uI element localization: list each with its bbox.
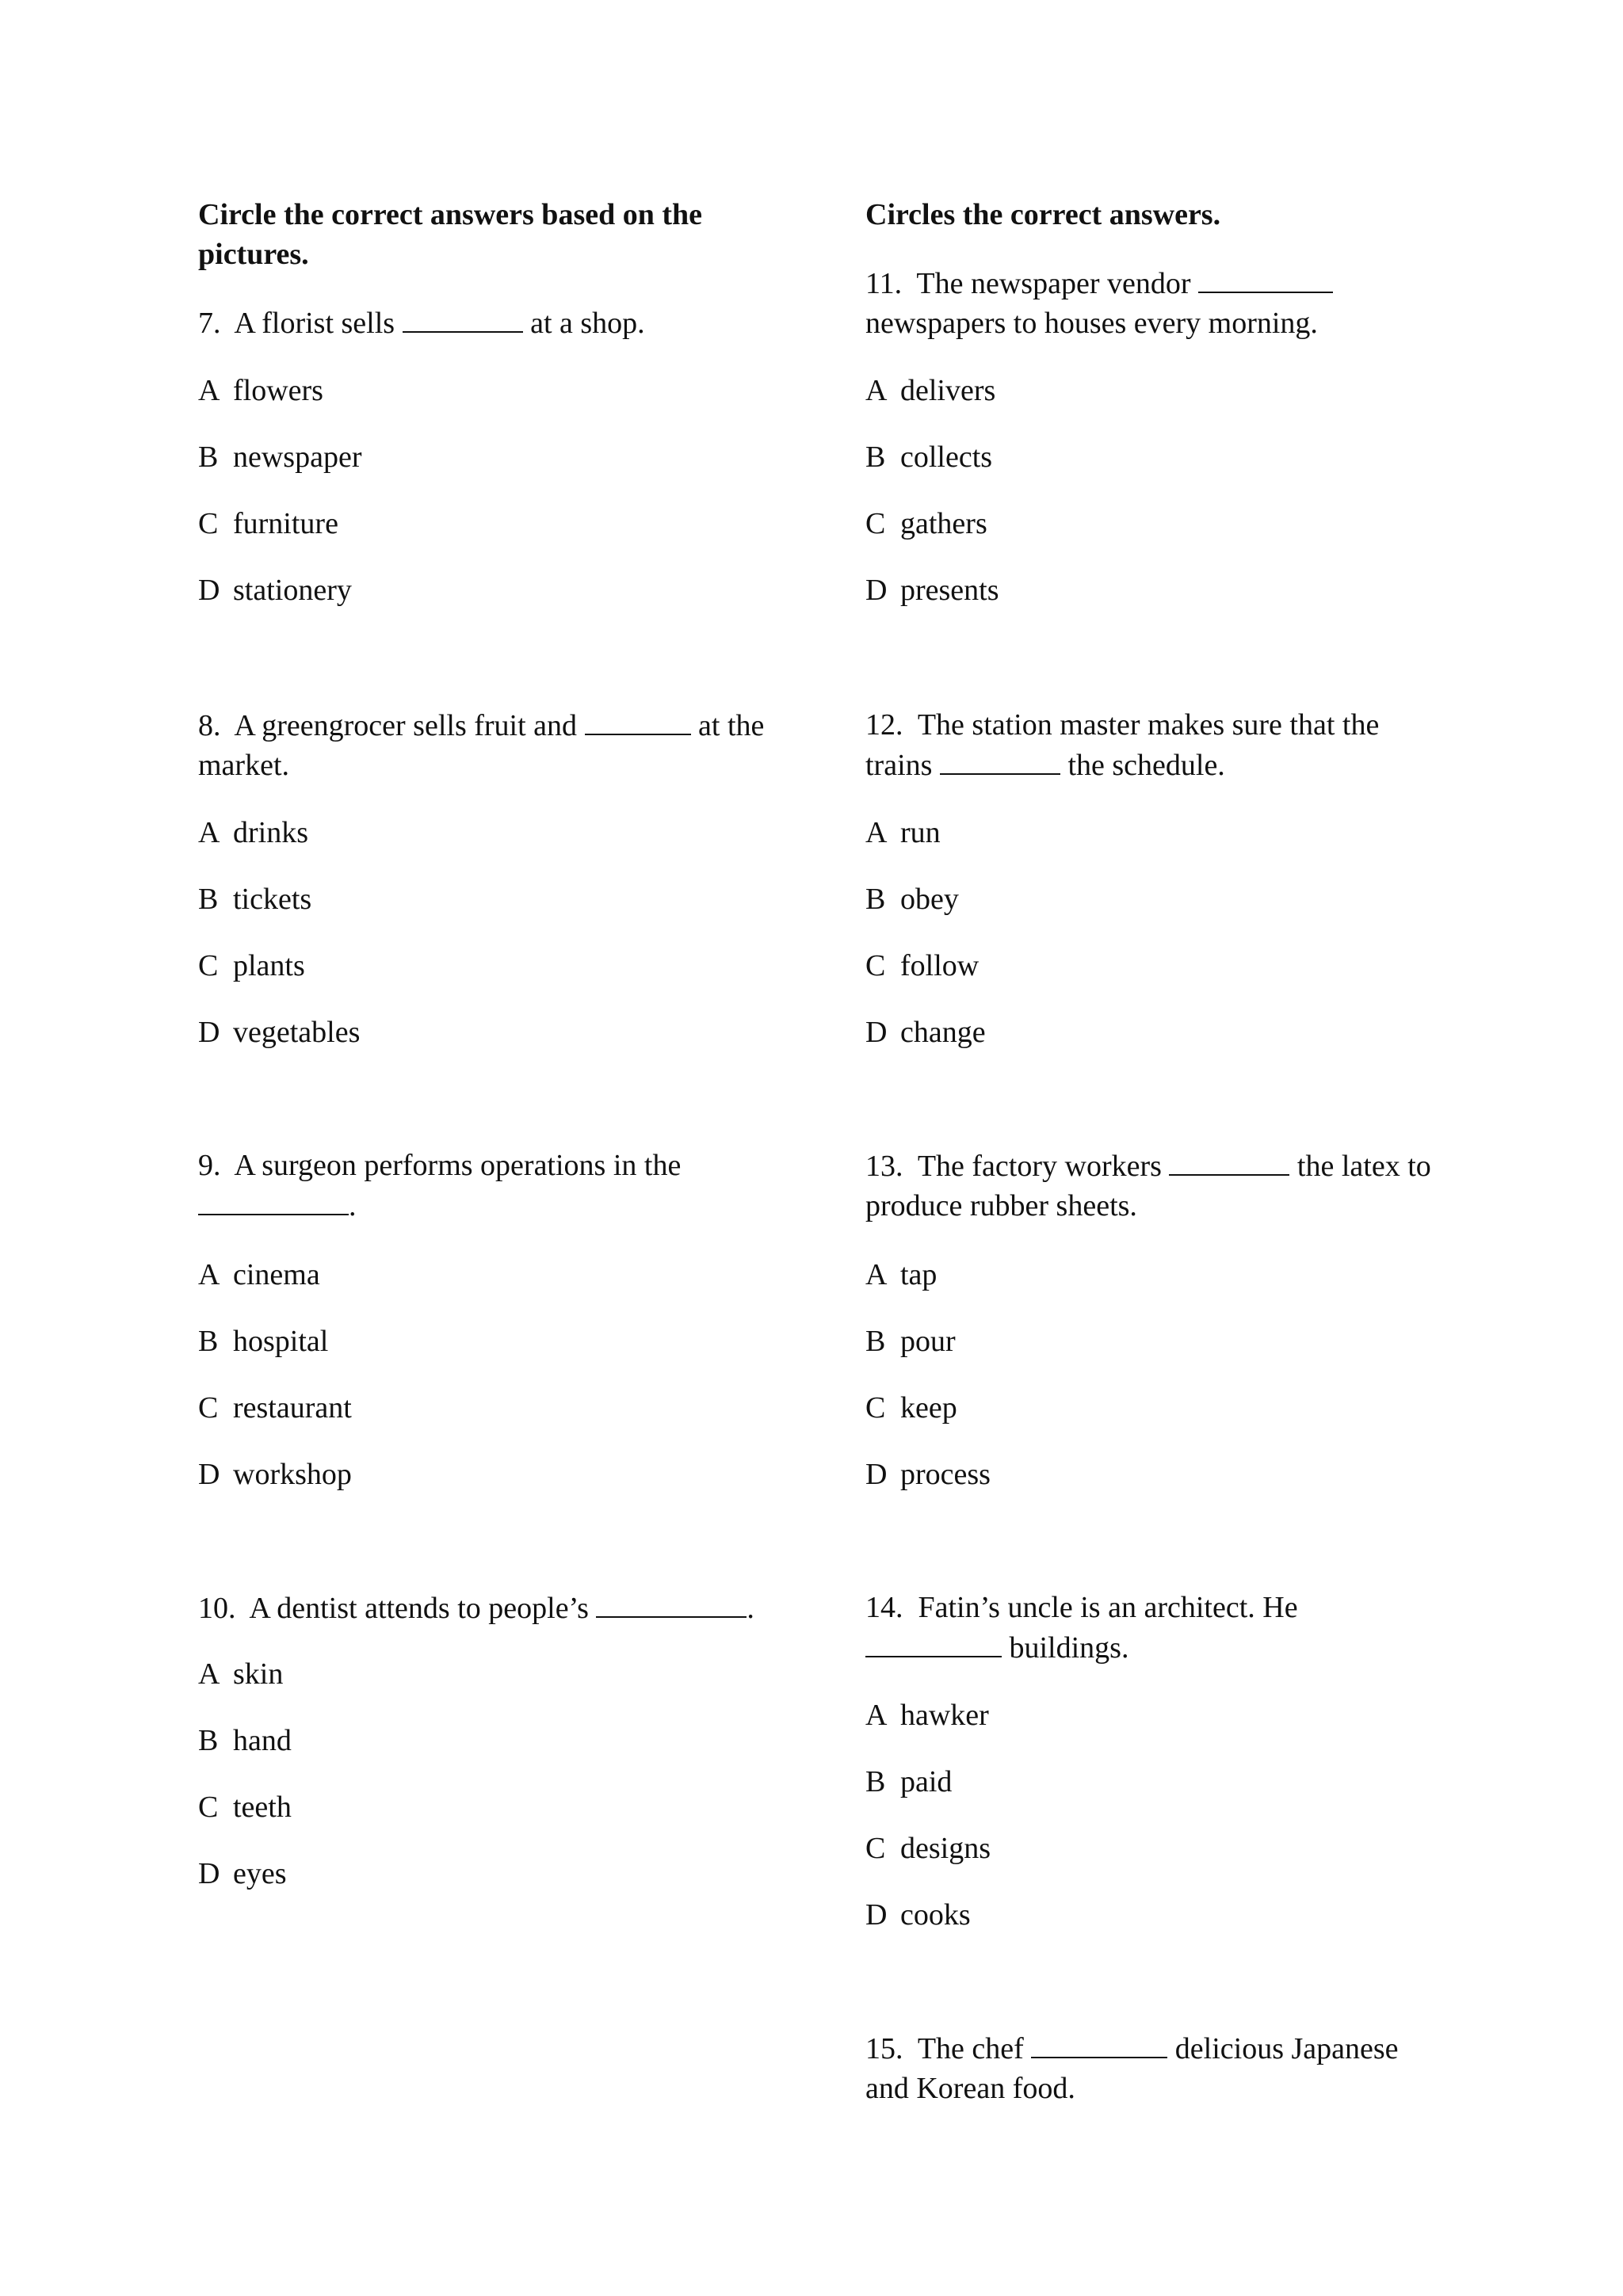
question-10: [198, 1588, 777, 1628]
option-text: stationery: [233, 574, 352, 607]
option-c[interactable]: [865, 1388, 957, 1428]
option-a[interactable]: [865, 813, 941, 852]
question-stem: [865, 1146, 1444, 1226]
option-a[interactable]: [198, 1255, 320, 1295]
option-d[interactable]: [198, 1854, 287, 1894]
option-letter: D: [198, 574, 220, 607]
option-text: eyes: [233, 1857, 287, 1890]
option-b[interactable]: [198, 1721, 292, 1760]
option-text: tickets: [233, 883, 312, 916]
option-c[interactable]: [198, 946, 305, 986]
option-d[interactable]: [865, 1455, 991, 1494]
question-number: 15.: [865, 2032, 903, 2065]
option-d[interactable]: [198, 570, 352, 610]
question-stem: [865, 2028, 1444, 2108]
option-text: hand: [233, 1724, 292, 1757]
option-text: run: [900, 816, 941, 849]
stem-after-blank: newspapers to houses every morning.: [865, 307, 1318, 340]
option-letter: D: [865, 1016, 888, 1049]
option-c[interactable]: [865, 946, 979, 986]
option-letter: B: [198, 1325, 219, 1358]
stem-after-blank: .: [747, 1592, 754, 1625]
question-number: 14.: [865, 1591, 903, 1624]
right-heading: Circles the correct answers.: [865, 198, 1221, 231]
option-b[interactable]: [865, 1762, 952, 1802]
option-letter: D: [865, 1458, 888, 1491]
stem-after-blank: buildings.: [1009, 1631, 1129, 1665]
question-number: 13.: [865, 1150, 903, 1183]
option-text: flowers: [233, 374, 323, 407]
option-letter: D: [865, 1898, 888, 1932]
option-c[interactable]: [865, 1829, 991, 1868]
option-text: hawker: [900, 1699, 989, 1732]
option-c[interactable]: [865, 504, 987, 543]
stem-before-blank: A dentist attends to people’s: [249, 1592, 589, 1625]
option-text: collects: [900, 441, 993, 474]
answer-blank: [585, 705, 691, 735]
option-letter: B: [865, 883, 886, 916]
option-letter: C: [198, 1791, 219, 1824]
option-letter: C: [198, 949, 219, 982]
option-letter: A: [865, 816, 888, 849]
option-a[interactable]: [198, 1654, 283, 1694]
left-heading: Circle the correct answers based on the pictures.: [198, 198, 703, 271]
option-letter: C: [198, 1391, 219, 1425]
option-letter: C: [865, 1832, 886, 1865]
option-letter: D: [198, 1857, 220, 1890]
option-letter: A: [865, 374, 888, 407]
option-d[interactable]: [865, 570, 999, 610]
option-b[interactable]: [198, 437, 361, 477]
stem-before-blank: The station master makes sure that the trains: [865, 708, 1380, 782]
question-12: [865, 705, 1444, 785]
option-a[interactable]: [865, 1255, 937, 1295]
answer-blank: [940, 745, 1060, 775]
stem-after-blank: .: [349, 1189, 357, 1222]
stem-after-blank: the schedule.: [1067, 749, 1225, 782]
stem-after-blank: at a shop.: [530, 307, 645, 340]
option-c[interactable]: [198, 504, 338, 543]
question-number: 9.: [198, 1149, 221, 1182]
option-text: vegetables: [233, 1016, 361, 1049]
option-text: teeth: [233, 1791, 292, 1824]
question-8: [198, 705, 777, 785]
answer-blank: [865, 1627, 1002, 1657]
option-text: paid: [900, 1765, 953, 1798]
option-letter: B: [865, 441, 886, 474]
option-d[interactable]: [198, 1013, 360, 1052]
question-13: [865, 1146, 1444, 1226]
option-text: obey: [900, 883, 959, 916]
option-text: presents: [900, 574, 999, 607]
option-letter: D: [198, 1016, 220, 1049]
option-letter: B: [198, 1724, 219, 1757]
option-text: change: [900, 1016, 986, 1049]
question-number: 10.: [198, 1592, 236, 1625]
option-text: pour: [900, 1325, 956, 1358]
option-text: skin: [233, 1657, 284, 1691]
answer-blank: [596, 1588, 747, 1618]
question-number: 11.: [865, 267, 903, 300]
option-letter: A: [865, 1699, 888, 1732]
stem-before-blank: A greengrocer sells fruit and: [234, 709, 578, 742]
option-a[interactable]: [198, 371, 323, 410]
option-a[interactable]: [865, 371, 995, 410]
question-11: [865, 263, 1444, 343]
option-letter: B: [865, 1765, 886, 1798]
option-b[interactable]: [198, 1322, 328, 1361]
stem-after-blank: at the market.: [198, 709, 765, 782]
stem-before-blank: Fatin’s uncle is an architect. He: [918, 1591, 1298, 1624]
question-number: 7.: [198, 307, 221, 340]
option-text: drinks: [233, 816, 308, 849]
stem-before-blank: The chef: [917, 2032, 1024, 2065]
option-b[interactable]: [865, 1322, 956, 1361]
option-text: follow: [900, 949, 980, 982]
answer-blank: [403, 303, 523, 333]
option-a[interactable]: [198, 813, 308, 852]
option-text: process: [900, 1458, 991, 1491]
option-text: gathers: [900, 507, 987, 540]
option-b[interactable]: [865, 879, 959, 919]
option-text: plants: [233, 949, 305, 982]
option-b[interactable]: [865, 437, 992, 477]
option-letter: C: [865, 949, 886, 982]
question-stem: [865, 705, 1444, 785]
option-letter: A: [198, 374, 220, 407]
option-letter: B: [865, 1325, 886, 1358]
option-b[interactable]: [198, 879, 311, 919]
question-stem: [198, 1588, 777, 1628]
question-15: [865, 2028, 1444, 2108]
question-stem: [198, 1146, 777, 1226]
question-number: 12.: [865, 708, 903, 742]
stem-before-blank: A florist sells: [234, 307, 395, 340]
option-text: tap: [900, 1258, 938, 1291]
option-d[interactable]: [865, 1013, 986, 1052]
answer-blank: [1031, 2028, 1167, 2058]
option-c[interactable]: [198, 1787, 292, 1827]
answer-blank: [1198, 263, 1333, 293]
option-text: workshop: [233, 1458, 352, 1491]
option-letter: C: [865, 507, 886, 540]
answer-blank: [198, 1185, 349, 1215]
question-14: [865, 1588, 1444, 1668]
option-text: designs: [900, 1832, 991, 1865]
option-letter: A: [198, 1258, 220, 1291]
option-letter: A: [865, 1258, 888, 1291]
option-text: delivers: [900, 374, 996, 407]
option-d[interactable]: [865, 1895, 971, 1935]
stem-before-blank: The factory workers: [917, 1150, 1162, 1183]
option-d[interactable]: [198, 1455, 352, 1494]
option-text: cooks: [900, 1898, 971, 1932]
option-letter: B: [198, 441, 219, 474]
option-text: furniture: [233, 507, 338, 540]
question-7: [198, 303, 777, 343]
option-letter: C: [198, 507, 219, 540]
stem-after-blank: delicious Japanese and Korean food.: [865, 2032, 1399, 2105]
option-text: keep: [900, 1391, 957, 1425]
option-letter: C: [865, 1391, 886, 1425]
stem-before-blank: The newspaper vendor: [916, 267, 1191, 300]
question-stem: [865, 263, 1444, 343]
question-stem: [865, 1588, 1444, 1668]
question-stem: [198, 705, 777, 785]
option-letter: A: [198, 816, 220, 849]
option-c[interactable]: [198, 1388, 352, 1428]
option-letter: D: [198, 1458, 220, 1491]
option-text: cinema: [233, 1258, 320, 1291]
option-text: newspaper: [233, 441, 362, 474]
option-letter: A: [198, 1657, 220, 1691]
option-letter: B: [198, 883, 219, 916]
question-stem: [198, 303, 777, 343]
option-text: restaurant: [233, 1391, 352, 1425]
option-letter: D: [865, 574, 888, 607]
question-9: [198, 1146, 777, 1226]
question-number: 8.: [198, 709, 221, 742]
option-text: hospital: [233, 1325, 329, 1358]
option-a[interactable]: [865, 1695, 989, 1735]
stem-before-blank: A surgeon performs operations in the: [234, 1149, 682, 1182]
answer-blank: [1169, 1146, 1289, 1176]
stem-after-blank: the latex to produce rubber sheets.: [865, 1150, 1431, 1222]
